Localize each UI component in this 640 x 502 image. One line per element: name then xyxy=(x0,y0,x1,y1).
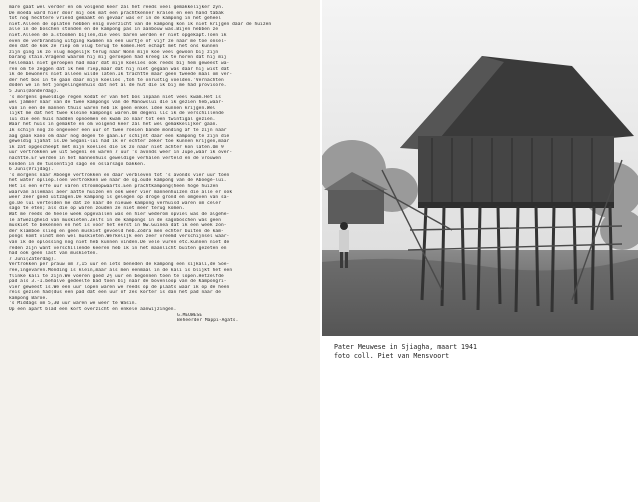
text-line: wel jammer naar van de twee kampongs van de Manowslui die ik gezien heb,waar- xyxy=(9,100,224,106)
text-line: vier geweest is.We een uur lopen waren we reeds op de plaats waar ik op de heen xyxy=(9,284,230,290)
text-line: van ik de oplossing nog niet heb kunnen vinden.De vele vuren etc.kunnen niet de xyxy=(9,239,230,245)
text-line: van in een de mannen thuis waren heb ik geen enkel idee kunnen krijgen.Wel xyxy=(9,105,216,111)
text-line: 5 Juni(Donderdag). xyxy=(9,88,60,94)
text-line: geweldig ijahat is.De Segani-lui had ik er echter zeker toe kunnen krijgen,maar xyxy=(9,139,230,145)
text-line: ik de bewoners niet alleen wilde laten.Ik trachtte maar geen tweede maal om ver- xyxy=(9,72,233,78)
photo-illustration xyxy=(322,0,638,336)
text-line: konden in de tussentijd sago en oslarsago bakken. xyxy=(9,161,146,167)
text-line: mare gaat wel verder en om volgend keer zal het reeds veel gemakkelijker zyn. xyxy=(9,5,224,10)
text-line: het water opliep.Toen vertrokken we naar de sg.oude kampong van de Aboegé-lui. xyxy=(9,178,227,184)
text-line: even de verbranding uitging kwamen na een uurtje of vijf ze naar me toe onsel- xyxy=(9,38,227,44)
text-line: den dat de kok ze riep om vlug terug te komen.Het echapt met het ons kunnen xyxy=(9,44,219,50)
text-line: 's morgens geweldige regen kodat er van het bos inpaan niet veel kwam.Het is xyxy=(9,94,221,100)
text-line: lui die een huis hadden opnoemen en kwam zo naar tot een twintigal gezien. xyxy=(9,116,216,122)
text-line: Waar het huis in gemakte en om volgend keer zal het wel gemakkelijker gaan. xyxy=(9,122,219,128)
typed-text-body xyxy=(9,5,316,313)
text-line: reis gezien had(dus een pad dat een uur of zes korter is dan het pad naar de xyxy=(9,290,221,296)
text-line: muskiet te bekennen en het is voor het eerst in Nw.Guinea dat ik een week zon- xyxy=(9,223,227,229)
signature-name: G.MEUWESE xyxy=(177,312,203,318)
text-line: Op een apart blad een kort overzicht en enkele aanwijzingen. xyxy=(9,307,177,313)
text-line: go.De lui vertelden me dat ze naar de nieuwe kampong verhuisd waren om celer xyxy=(9,200,221,206)
text-line: flinke kali te zijn.We voeren goed 2½ uur en begonnen toen te lopen.Hetzelfde xyxy=(9,273,224,279)
text-line: 6 Juni(Vrijdag). xyxy=(9,167,54,173)
photo-caption xyxy=(334,343,477,361)
text-line: Wat me reeds de heele week opgevallen was en hier wederom opviel was de algehe- xyxy=(9,211,230,217)
text-line: sago te eten; als die op waren zouden ze niet meer terug komen. xyxy=(9,206,185,212)
text-line: De moeda ward hier door mij ook mat een prachtkenner kralen en een hand tabak xyxy=(9,10,224,16)
text-line: kampong Baroe. xyxy=(9,295,49,301)
caption-credit: foto coll. Piet van Mensvoort xyxy=(334,352,450,360)
text-line: alle in de boschen stonden en de kampong pas in aanbouw was.Bijen hebben ze xyxy=(9,27,219,33)
text-line: ik zat opgescheept met mijn koelies die ik zo naar niet achter kon laten.Om 9 xyxy=(9,144,224,150)
text-line: ren om te zeggen dat ik hem riep,maar dat hij niet gegaan was daar hij wist dat xyxy=(9,66,230,72)
text-line: Vertrokken per prauw om 7,15 uur en iets beneden de kampong een sijkali,de Soe- xyxy=(9,262,230,268)
text-line: had ook geen last van muskieten. xyxy=(9,251,99,257)
text-line: ree,ingevaren.Monding is klein,maar als men eenmaal in de kali is blijkt het een xyxy=(9,267,233,273)
text-line: doden we in het jongelingenhuis dat net al de hut die ik bij me had provisore. xyxy=(9,83,227,89)
text-line: niet.Alleen de oplaten hebben enig overzicht van de kampong kon ik niet krijgen daar de huizen xyxy=(9,21,272,27)
caption-title: Pater Meuwese in Sjiagha, maart 1941 xyxy=(334,343,477,351)
text-line: pad als 3.-1.behalve gedeelte bad toen bij naar de bovenloop van de Kampongri- xyxy=(9,279,227,285)
text-line: le afwezigheid van muskieten.Zelfs in de kampongs in de sagoboschen was geen xyxy=(9,217,221,223)
text-line: niet.Alleen de a.stoomen bijlen,die veel baren werden er niet opgekapt.Toen ik xyxy=(9,32,227,38)
text-line: lijkt me dat het twee kleine kampongs waren.Om degeni lic ik de verschillende xyxy=(9,111,224,117)
text-line: der het bos in te gaan daar mijn koelies ,toh te onrustig voelden.'Vernachten xyxy=(9,77,224,83)
text-line: hellemaal niet geroepen had maar dat mijn koelies ook reeds bij hem geweest wa- xyxy=(9,60,230,66)
text-line: pongs komt vindt men wel muskieten.Werkelijk een zeer vreemd verschijnsel waar- xyxy=(9,234,230,240)
text-line: der klamboe slieg en geen muskiet gevoeld heb.Zodra men echter buiten de kam- xyxy=(9,228,224,234)
text-line: 's morgens naar Aboegé vertrokken en daar verbleven tot 's avonds vier uur toen xyxy=(9,172,230,178)
text-line: 's Middags om 5,30 uur waren we weer te Wasin. xyxy=(9,301,138,307)
text-line: waarvan allemaal aeer aatte huizen en ook weer vier mannenhuizen die alle er ook xyxy=(9,189,233,195)
text-line: Het is een erfe uur varen stroomopwaarts.Een prachtkampong(heen hoge huizen xyxy=(9,184,219,189)
signature-title: Beheerder Mappi-Agats. xyxy=(177,318,239,324)
text-line: zijn ging ik zo vlug mogelijk terug naar Wonn mijn koe veel gewoon bij zijn xyxy=(9,49,219,55)
text-line: nachtte.Er werden in het mannenhuis geweldige verhalen verteld en de vrouwen xyxy=(9,156,221,162)
text-line: uur vertrokken we uit Segeni en waren 7 uur 's avonds weer in Jupe,waar ik over- xyxy=(9,150,233,156)
text-line: Ik schijn nog zo ongeveer een uur of twee roeien bande monding af te zijn naar xyxy=(9,128,227,134)
historic-photo xyxy=(322,0,638,336)
text-line: tot nog hechtere vriend gemaakt en gevaar was er in de kampong in het geheel xyxy=(9,16,221,22)
text-line: barang stain.Vragend waarom hij mij geroepen had kreeg ik te horen dat hij mij xyxy=(9,55,227,61)
text-line: 7 Juni(Zaterdag). xyxy=(9,256,57,262)
text-line: weer zeer goed uitzagen.De kampong is gelegen op droge grond en omgeven van sa- xyxy=(9,195,230,201)
text-line: reden zijn want verschillende keeren heb ik in het maanlicht buiten gezeten en xyxy=(9,245,227,251)
text-line: aag gaan kano om daar nog degen te gaan.Er schijnt daar een kampong te zijn die xyxy=(9,133,230,139)
